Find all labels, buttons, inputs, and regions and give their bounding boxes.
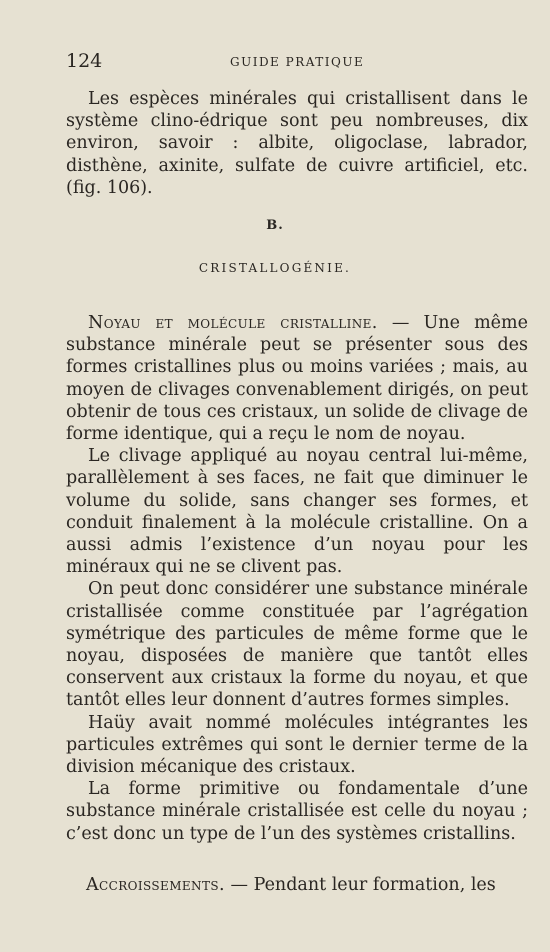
- paragraph-hauy: Haüy avait nommé molécules intégrantes les particules extrêmes qui sont le dernier terme de la division mécanique des cristaux.: [66, 712, 528, 778]
- paragraph-noyau: [66, 312, 528, 445]
- section-letter: B.: [266, 218, 284, 233]
- intro-paragraph: Les espèces minérales qui cristallisent dans le système clino-édrique sont peu nombreuses, dix environ, savoir : albite, oligoclase, labrador, disthène, axinite, sulfate de cuivre artificiel, etc. (fig. 106).: [66, 89, 528, 198]
- paragraph-body: — Une même substance minérale peut se présenter sous des formes cristallines plus ou moins variées ; mais, au moyen de clivages convenablement dirigés, on peut obtenir de tous ces cristaux, un solide de clivage de forme identique, qui a reçu le nom de noyau.: [66, 313, 528, 445]
- running-title: GUIDE PRATIQUE: [230, 55, 365, 69]
- section-title: CRISTALLOGÉNIE.: [198, 261, 352, 275]
- intro-block: [66, 88, 528, 199]
- paragraph-forme-primitive: La forme primitive ou fondamentale d’une substance minérale cristallisée est celle du noyau ; c’est donc un type de l’un des systèmes cristallins.: [66, 779, 528, 844]
- running-head: [66, 50, 510, 76]
- paragraph-accroissements: [86, 874, 528, 896]
- main-text: [66, 312, 528, 845]
- accroissements-runin: Accroissements.: [86, 875, 225, 895]
- page-number: 124: [66, 50, 103, 72]
- paragraph-agregation: On peut donc considérer une substance minérale cristallisée comme constituée par l’agrégation symétrique des particules de même forme que le noyau, disposées de manière que tantôt elles conservent aux cristaux la forme du noyau, et que tantôt elles leur donnent d’autres formes simples.: [66, 579, 528, 711]
- paragraph-runin: Noyau et molécule cristalline.: [88, 313, 378, 333]
- paragraph-clivage: Le clivage appliqué au noyau central lui-même, parallèlement à ses faces, ne fait que diminuer le volume du solide, sans changer ses formes, et conduit finalement à la molécule cristalline. On a aussi admis l’existence d’un noyau pour les minéraux qui ne se clivent pas.: [66, 446, 528, 578]
- accroissements-body: — Pendant leur formation, les: [224, 875, 496, 895]
